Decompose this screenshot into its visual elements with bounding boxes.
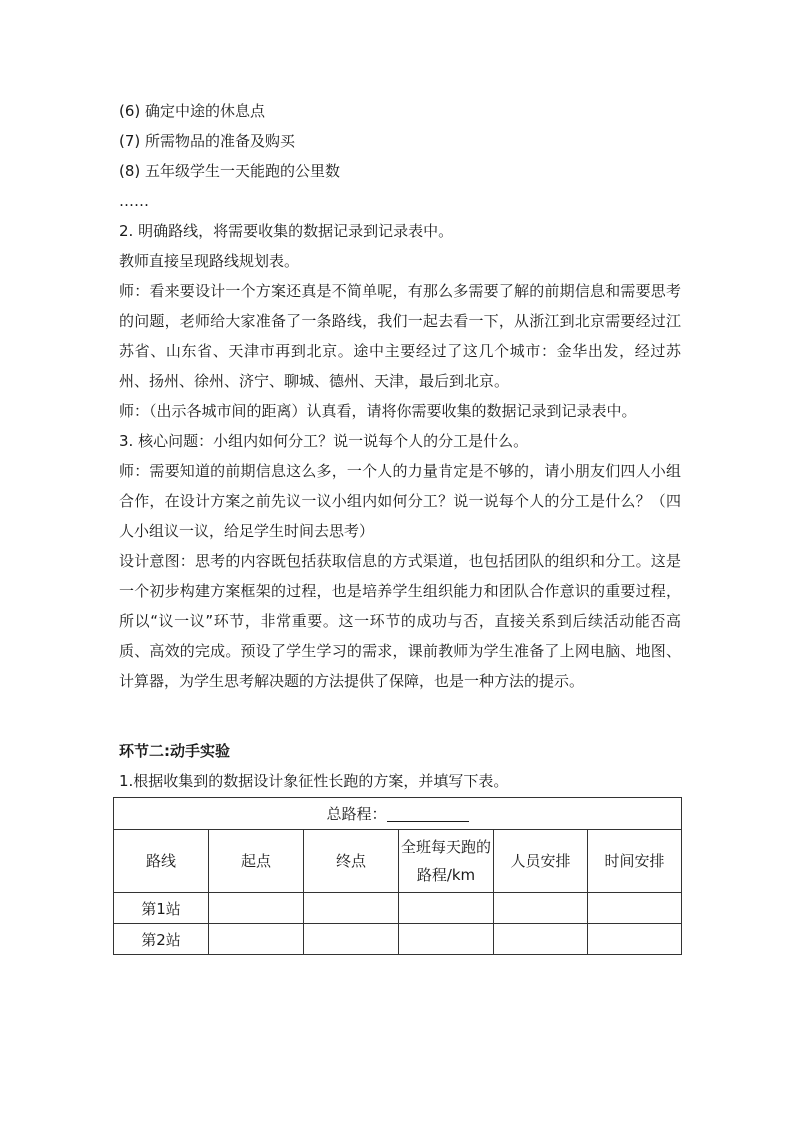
list-item-7: (7) 所需物品的准备及购买 — [119, 132, 296, 150]
table-cell — [304, 893, 399, 924]
total-distance-cell — [114, 798, 682, 830]
table-cell — [588, 893, 682, 924]
table-row — [114, 924, 682, 955]
list-item-6: (6) 确定中途的休息点 — [119, 102, 266, 120]
list-item-8: (8) 五年级学生一天能跑的公里数 — [119, 162, 341, 180]
header-staff: 人员安排 — [494, 830, 588, 893]
table-cell: 第1站 — [114, 893, 209, 924]
table-cell — [494, 893, 588, 924]
teacher-action-text: 教师直接呈现路线规划表。 — [119, 252, 300, 270]
table-cell: 第2站 — [114, 924, 209, 955]
teacher-talk-paragraph-1: 师：看来要设计一个方案还真是不简单呢，有那么多需要了解的前期信息和需要思考的问题，老师给大家准备了一条路线，我们一起去看一下，从浙江到北京需要经过江苏省、山东省、天津市再到北京。途中主要经过了这几个城市：金华出发，经过苏州、扬州、徐州、济宁、聊城、德州、天津，最后到北京。 — [119, 282, 681, 390]
section-2-heading: 环节二:动手实验 — [119, 742, 230, 760]
table-cell — [209, 924, 304, 955]
table-cell — [588, 924, 682, 955]
table-cell — [399, 893, 494, 924]
step-2-text: 2. 明确路线，将需要收集的数据记录到记录表中。 — [119, 222, 454, 240]
header-end: 终点 — [304, 830, 399, 893]
header-route: 路线 — [114, 830, 209, 893]
table-header-row — [114, 830, 682, 893]
header-daily-distance: 全班每天跑的路程/km — [399, 830, 494, 893]
section-spacer — [119, 696, 681, 726]
section-2-instruction: 1.根据收集到的数据设计象征性长跑的方案，并填写下表。 — [119, 772, 509, 790]
teacher-talk-paragraph-3: 师：需要知道的前期信息这么多，一个人的力量肯定是不够的，请小朋友们四人小组合作，在设计方案之前先议一议小组内如何分工？说一说每个人的分工是什么？（四人小组议一议，给足学生时间去思考） — [119, 462, 681, 540]
header-time: 时间安排 — [588, 830, 682, 893]
table-cell — [209, 893, 304, 924]
document-content — [119, 96, 681, 955]
table-cell — [304, 924, 399, 955]
total-distance-label: 总路程： — [326, 805, 387, 823]
running-plan-table — [113, 797, 682, 955]
total-distance-blank — [387, 805, 469, 822]
step-3-text: 3. 核心问题：小组内如何分工？说一说每个人的分工是什么。 — [119, 432, 529, 450]
table-cell — [494, 924, 588, 955]
list-ellipsis: …… — [119, 192, 149, 210]
design-intent-paragraph: 设计意图：思考的内容既包括获取信息的方式渠道，也包括团队的组织和分工。这是一个初步构建方案框架的过程，也是培养学生组织能力和团队合作意识的重要过程，所以“议一议”环节，非常重要。这一环节的成功与否，直接关系到后续活动能否高质、高效的完成。预设了学生学习的需求，课前教师为学生准备了上网电脑、地图、计算器，为学生思考解决题的方法提供了保障，也是一种方法的提示。 — [119, 552, 681, 690]
table-cell — [399, 924, 494, 955]
table-row — [114, 893, 682, 924]
header-start: 起点 — [209, 830, 304, 893]
table-total-row — [114, 798, 682, 830]
teacher-talk-paragraph-2: 师：（出示各城市间的距离）认真看，请将你需要收集的数据记录到记录表中。 — [119, 402, 637, 420]
